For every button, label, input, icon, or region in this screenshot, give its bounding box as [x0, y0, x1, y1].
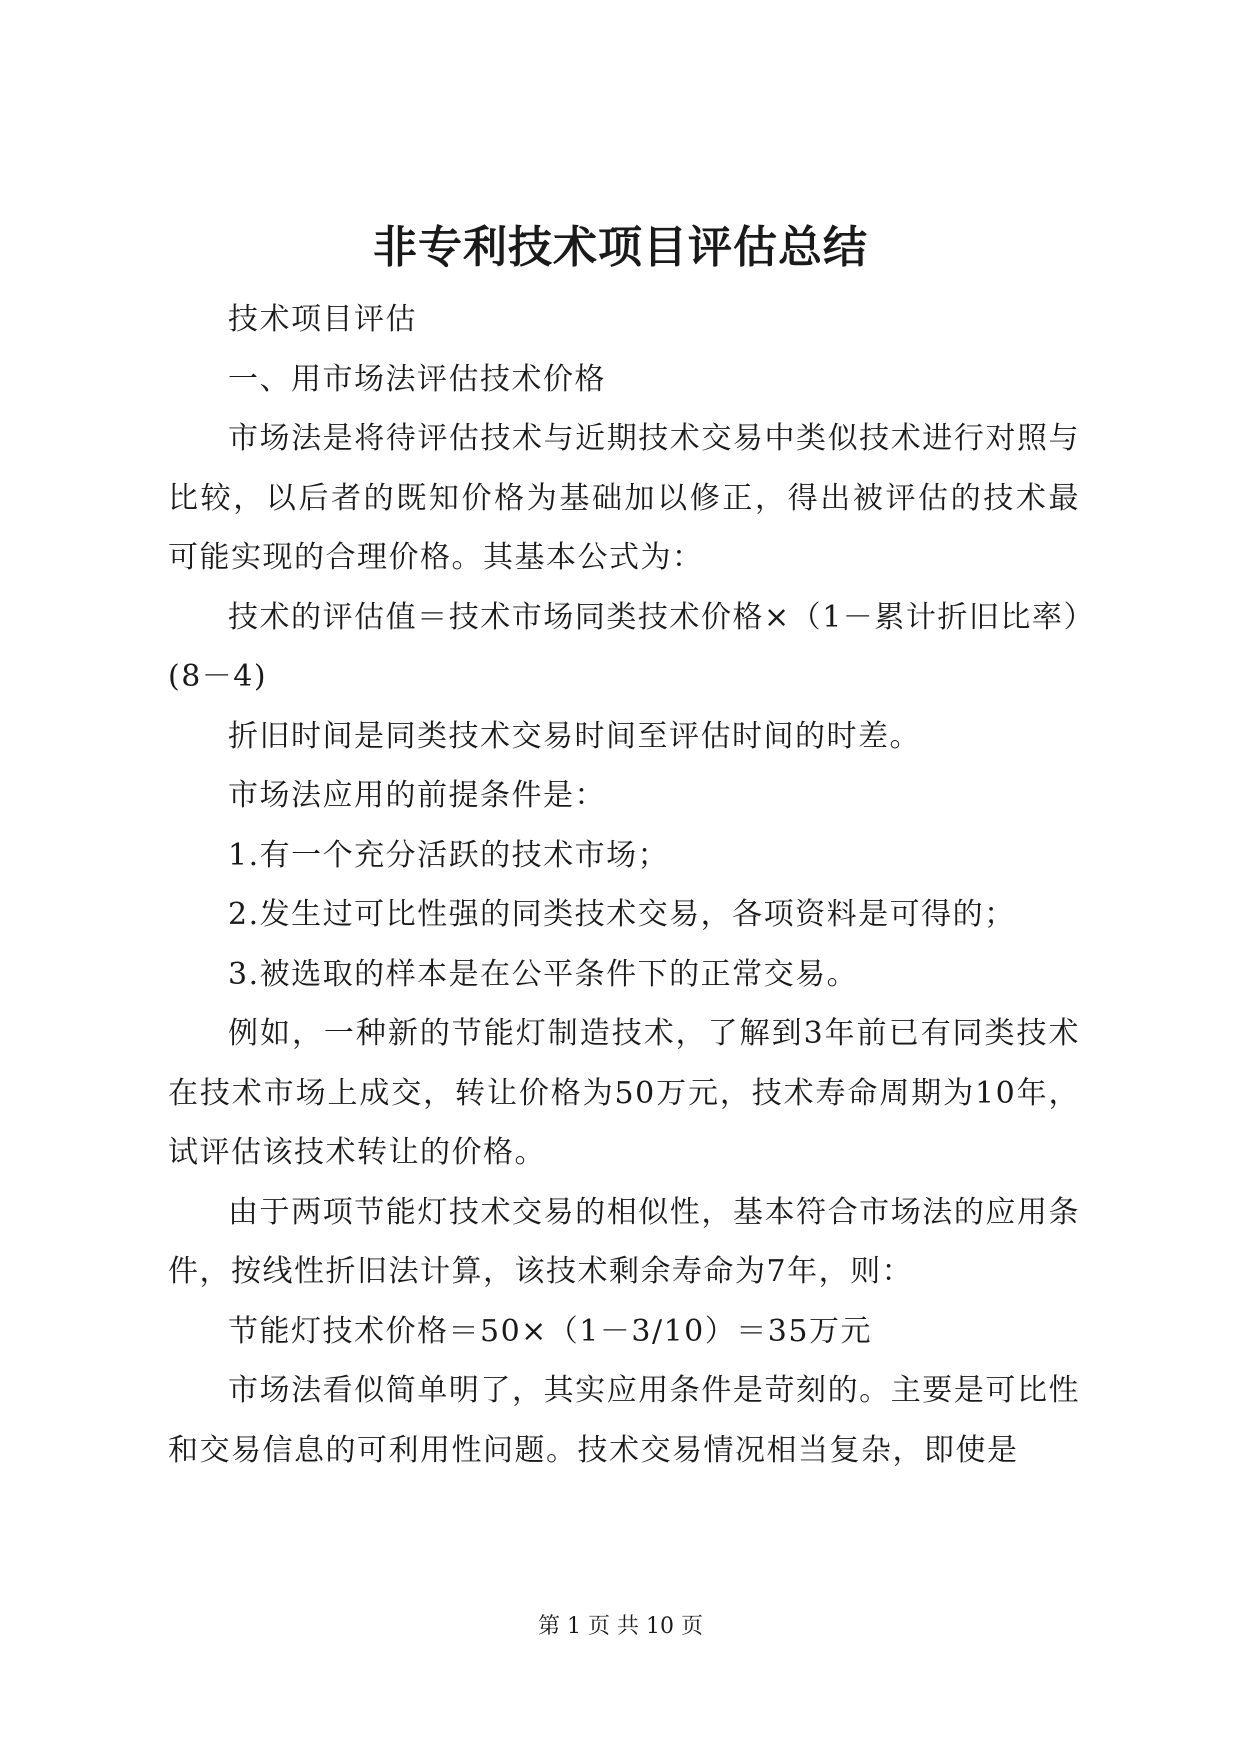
page-footer: 第 1 页 共 10 页 [538, 1614, 703, 1639]
paragraph: 市场法应用的前提条件是： [228, 778, 606, 813]
paragraph: 折旧时间是同类技术交易时间至评估时间的时差。 [228, 718, 921, 754]
section-heading: 一、用市场法评估技术价格 [228, 361, 606, 397]
paragraph: 技术项目评估 [228, 302, 417, 337]
list-item: 3.被选取的样本是在公平条件下的正常交易。 [228, 956, 859, 992]
formula-paragraph: 技术的评估值＝技术市场同类技术价格×（1－累计折旧比率）(8－4) [168, 599, 1080, 694]
document-title: 非专利技术项目评估总结 [373, 222, 868, 273]
paragraph: 市场法是将待评估技术与近期技术交易中类似技术进行对照与比较，以后者的既知价格为基础加以修正，得出被评估的技术最可能实现的合理价格。其基本公式为： [168, 421, 1080, 575]
paragraph: 由于两项节能灯技术交易的相似性，基本符合市场法的应用条件，按线性折旧法计算，该技术剩余寿命为7年，则： [168, 1194, 1080, 1289]
paragraph: 例如，一种新的节能灯制造技术，了解到3年前已有同类技术在技术市场上成交，转让价格为50万元，技术寿命周期为10年，试评估该技术转让的价格。 [168, 1016, 1080, 1170]
list-item: 2.发生过可比性强的同类技术交易，各项资料是可得的； [228, 897, 1016, 932]
list-item: 1.有一个充分活跃的技术市场； [228, 837, 670, 873]
formula-paragraph: 节能灯技术价格＝50×（1－3/10）＝35万元 [228, 1313, 872, 1349]
paragraph: 市场法看似简单明了，其实应用条件是苛刻的。主要是可比性和交易信息的可利用性问题。技术交易情况相当复杂，即使是 [168, 1373, 1080, 1468]
document-body [168, 290, 1080, 1480]
